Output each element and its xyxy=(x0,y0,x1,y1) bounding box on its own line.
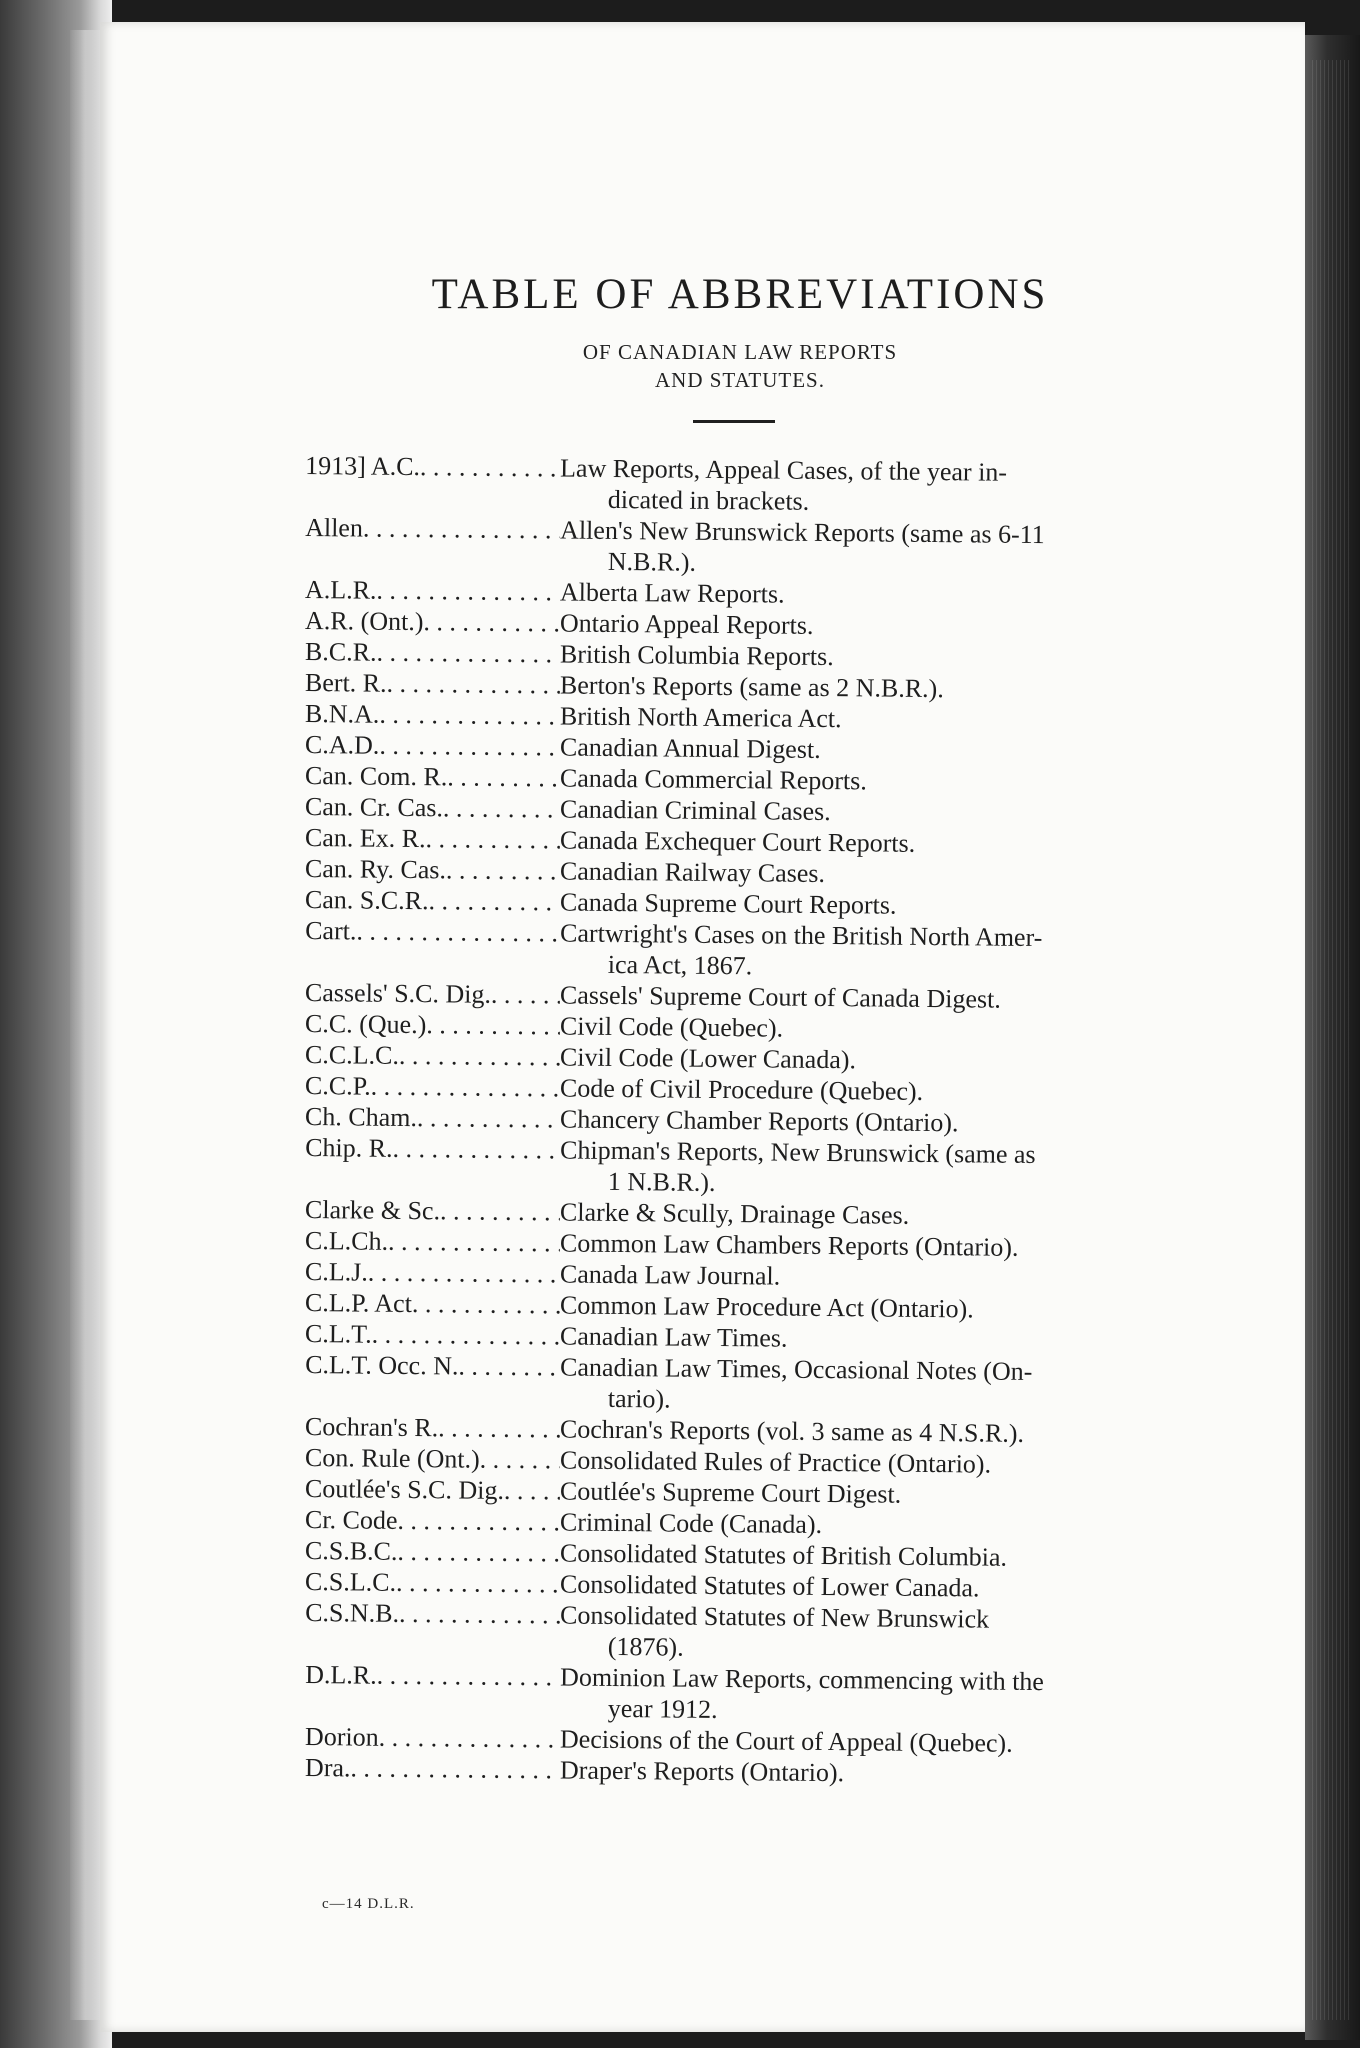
dot-leader xyxy=(443,792,560,824)
dot-leader xyxy=(399,1040,560,1073)
dot-leader xyxy=(425,823,560,855)
abbreviation-cell xyxy=(305,1008,560,1041)
abbreviation-cell xyxy=(305,1349,560,1382)
abbreviation-meaning: Common Law Chambers Reports (Ontario). xyxy=(559,1228,1019,1262)
abbreviation-term: Dorion xyxy=(304,1722,379,1752)
abbreviation-term: C.L.Ch. xyxy=(304,1226,389,1256)
abbreviation-meaning: Civil Code (Lower Canada). xyxy=(559,1042,857,1075)
abbreviation-cell xyxy=(305,1597,560,1630)
dot-leader xyxy=(363,513,561,546)
abbreviation-term: 1913] A.C. xyxy=(305,451,421,482)
dot-leader xyxy=(368,1257,560,1290)
signature-mark: c—14 D.L.R. xyxy=(322,1896,415,1912)
abbreviation-meaning: Code of Civil Procedure (Quebec). xyxy=(559,1073,924,1106)
abbreviation-meaning: Chipman's Reports, New Brunswick (same as xyxy=(559,1135,1036,1170)
abbreviation-term: Clarke & Sc. xyxy=(304,1195,441,1226)
abbreviation-meaning: Berton's Reports (same as 2 N.B.R.). xyxy=(559,670,944,704)
abbreviation-entry xyxy=(305,915,1166,985)
abbreviation-entry xyxy=(305,1597,1166,1667)
abbreviation-term: C.S.B.C. xyxy=(304,1536,398,1566)
abbreviation-cell xyxy=(305,1752,560,1785)
abbreviation-term: Cr. Code xyxy=(304,1505,398,1535)
abbreviation-cell xyxy=(305,450,560,483)
dot-leader xyxy=(428,885,560,917)
abbreviation-cell xyxy=(305,760,560,793)
abbreviation-term: A.R. (Ont.) xyxy=(304,606,424,637)
page-gutter-shadow xyxy=(70,30,100,2020)
dot-leader xyxy=(386,668,560,701)
abbreviation-cell xyxy=(305,1535,560,1568)
dot-leader xyxy=(388,1226,560,1259)
abbreviation-meaning: Canadian Criminal Cases. xyxy=(559,794,831,827)
dot-leader xyxy=(480,1444,561,1476)
abbreviation-term: Bert. R. xyxy=(304,668,387,698)
abbreviation-cell xyxy=(305,1070,560,1103)
abbreviation-meaning-continued: tario). xyxy=(607,1383,671,1414)
dot-leader xyxy=(447,761,560,793)
abbreviation-meaning: Canadian Annual Digest. xyxy=(559,732,821,764)
dot-leader xyxy=(379,1722,561,1755)
abbreviation-term: C.C.L.C. xyxy=(304,1040,400,1070)
abbreviation-entry xyxy=(305,1132,1166,1202)
abbreviation-meaning: Law Reports, Appeal Cases, of the year in- xyxy=(559,453,1008,487)
dot-leader xyxy=(426,1009,560,1041)
abbreviation-term: Dra. xyxy=(304,1753,351,1783)
abbreviation-cell xyxy=(305,729,560,762)
abbreviation-cell xyxy=(305,574,560,607)
abbreviation-term: C.S.N.B. xyxy=(305,1598,400,1628)
dot-leader xyxy=(504,1475,560,1507)
abbreviation-cell xyxy=(305,1287,560,1320)
abbreviation-cell xyxy=(305,1504,560,1537)
abbreviation-meaning: Cassels' Supreme Court of Canada Digest. xyxy=(559,980,1001,1014)
abbreviation-term: A.L.R. xyxy=(304,575,377,605)
abbreviation-cell xyxy=(305,1659,560,1692)
abbreviation-term: Cart. xyxy=(305,916,357,946)
abbreviation-term: C.L.T. xyxy=(304,1319,372,1349)
abbreviation-entry xyxy=(305,1349,1166,1419)
abbreviation-entry xyxy=(305,1659,1166,1729)
abbreviation-term: C.S.L.C. xyxy=(304,1567,397,1597)
title-divider xyxy=(693,420,775,423)
dot-leader xyxy=(371,1071,561,1104)
abbreviation-cell xyxy=(305,884,560,917)
abbreviation-meaning-continued: year 1912. xyxy=(607,1693,718,1724)
abbreviation-meaning: Canadian Law Times. xyxy=(559,1321,788,1353)
abbreviation-cell xyxy=(305,1411,560,1444)
page-subtitle-line-1: OF CANADIAN LAW REPORTS xyxy=(582,340,898,364)
abbreviation-meaning: Alberta Law Reports. xyxy=(559,577,785,609)
abbreviation-meaning: Canada Supreme Court Reports. xyxy=(559,887,897,920)
abbreviation-term: C.C. (Que.) xyxy=(304,1009,427,1040)
dot-leader xyxy=(420,451,560,483)
dot-leader xyxy=(399,1598,560,1631)
dot-leader xyxy=(379,730,560,763)
abbreviation-meaning: Criminal Code (Canada). xyxy=(559,1507,823,1539)
abbreviation-meaning: Common Law Procedure Act (Ontario). xyxy=(559,1290,974,1324)
dot-leader xyxy=(423,606,560,638)
abbreviation-cell xyxy=(305,1194,560,1227)
abbreviation-meaning: Consolidated Statutes of New Brunswick xyxy=(559,1600,990,1634)
abbreviation-meaning: Canada Law Journal. xyxy=(559,1259,781,1291)
abbreviation-meaning: Civil Code (Quebec). xyxy=(559,1011,784,1043)
abbreviation-cell xyxy=(305,1256,560,1289)
abbreviation-cell xyxy=(305,1473,560,1506)
abbreviation-term: D.L.R. xyxy=(305,1660,377,1690)
abbreviation-term: B.N.A. xyxy=(304,699,380,729)
abbreviation-term: Can. Ex. R. xyxy=(304,823,426,854)
dot-leader xyxy=(446,854,560,886)
abbreviation-cell xyxy=(305,1566,560,1599)
abbreviation-meaning: Decisions of the Court of Appeal (Quebec). xyxy=(559,1724,1013,1758)
abbreviation-cell xyxy=(305,1442,560,1475)
abbreviation-meaning: Canada Commercial Reports. xyxy=(559,763,867,796)
abbreviation-meaning: British Columbia Reports. xyxy=(559,639,834,672)
dot-leader xyxy=(438,1412,560,1444)
abbreviation-meaning: Canada Exchequer Court Reports. xyxy=(559,825,916,858)
abbreviation-term: Can. Com. R. xyxy=(304,761,448,792)
abbreviation-cell xyxy=(305,1132,560,1165)
abbreviation-meaning: Ontario Appeal Reports. xyxy=(559,608,814,640)
abbreviation-meaning-continued: N.B.R.). xyxy=(607,546,697,577)
abbreviation-entry xyxy=(305,512,1166,582)
page-title: TABLE OF ABBREVIATIONS xyxy=(431,271,1049,318)
abbreviation-meaning-continued: ica Act, 1867. xyxy=(607,949,753,981)
abbreviation-term: Cassels' S.C. Dig. xyxy=(304,978,492,1009)
abbreviation-cell xyxy=(305,512,560,545)
book-page xyxy=(100,22,1305,2032)
abbreviation-meaning: Allen's New Brunswick Reports (same as 6-11 xyxy=(559,515,1045,550)
abbreviation-term: Allen xyxy=(305,513,364,543)
abbreviation-meaning: Clarke & Scully, Drainage Cases. xyxy=(559,1197,910,1230)
abbreviation-meaning: Chancery Chamber Reports (Ontario). xyxy=(559,1104,959,1138)
abbreviation-term: C.C.P. xyxy=(304,1071,371,1101)
abbreviation-list xyxy=(304,450,1165,1788)
dot-leader xyxy=(396,1567,560,1600)
abbreviation-cell xyxy=(305,791,560,824)
dot-leader xyxy=(379,699,560,732)
abbreviation-cell xyxy=(305,1225,560,1258)
abbreviation-cell xyxy=(305,667,560,700)
abbreviation-meaning: British North America Act. xyxy=(559,701,842,734)
dot-leader xyxy=(376,575,560,608)
page-subtitle-line-2: AND STATUTES. xyxy=(655,368,825,392)
abbreviation-cell xyxy=(305,1318,560,1351)
abbreviation-term: C.L.T. Occ. N. xyxy=(305,1350,459,1381)
dot-leader xyxy=(397,1536,560,1569)
abbreviation-meaning: Cochran's Reports (vol. 3 same as 4 N.S.R.). xyxy=(559,1414,1025,1448)
abbreviation-term: Ch. Cham. xyxy=(304,1102,418,1133)
abbreviation-entry xyxy=(305,450,1166,520)
abbreviation-term: C.A.D. xyxy=(304,730,380,760)
dot-leader xyxy=(440,1195,560,1227)
abbreviation-term: Cochran's R. xyxy=(304,1412,439,1443)
abbreviation-cell xyxy=(305,1721,560,1754)
abbreviation-term: Con. Rule (Ont.) xyxy=(304,1443,480,1474)
abbreviation-term: C.L.J. xyxy=(304,1257,368,1287)
dot-leader xyxy=(458,1350,560,1382)
dot-leader xyxy=(376,1660,560,1693)
dot-leader xyxy=(376,637,560,670)
abbreviation-meaning: Dominion Law Reports, commencing with the xyxy=(559,1662,1045,1697)
abbreviation-term: Can. Ry. Cas. xyxy=(304,854,447,885)
dot-leader xyxy=(372,1319,561,1352)
abbreviation-cell xyxy=(305,1039,560,1072)
abbreviation-meaning: Cartwright's Cases on the British North Amer- xyxy=(559,918,1043,953)
dot-leader xyxy=(491,979,560,1011)
dot-leader xyxy=(412,1288,560,1320)
dot-leader xyxy=(397,1505,560,1538)
abbreviation-term: C.L.P. Act xyxy=(304,1288,413,1319)
dot-leader xyxy=(417,1102,560,1134)
abbreviation-meaning: Consolidated Statutes of British Columbia. xyxy=(559,1538,1008,1572)
abbreviation-term: Chip. R. xyxy=(305,1133,393,1163)
abbreviation-cell xyxy=(305,636,560,669)
abbreviation-term: B.C.R. xyxy=(304,637,377,667)
abbreviation-meaning: Canadian Railway Cases. xyxy=(559,856,826,888)
abbreviation-term: Can. S.C.R. xyxy=(304,885,429,916)
abbreviation-cell xyxy=(305,822,560,855)
abbreviation-meaning: Coutlée's Supreme Court Digest. xyxy=(559,1476,902,1509)
abbreviation-term: Can. Cr. Cas. xyxy=(304,792,444,823)
abbreviation-cell xyxy=(305,605,560,638)
abbreviation-meaning: Canadian Law Times, Occasional Notes (On- xyxy=(559,1352,1033,1386)
abbreviation-cell xyxy=(305,1101,560,1134)
abbreviation-term: Coutlée's S.C. Dig. xyxy=(304,1474,505,1505)
abbreviation-cell xyxy=(305,977,560,1010)
abbreviation-meaning: Draper's Reports (Ontario). xyxy=(559,1755,845,1788)
abbreviation-meaning: Consolidated Rules of Practice (Ontario). xyxy=(559,1445,992,1479)
abbreviation-cell xyxy=(305,853,560,886)
dot-leader xyxy=(356,915,560,948)
abbreviation-meaning: Consolidated Statutes of Lower Canada. xyxy=(559,1569,980,1603)
abbreviation-meaning-continued: dicated in brackets. xyxy=(607,484,810,516)
dot-leader xyxy=(350,1752,560,1785)
abbreviation-meaning-continued: 1 N.B.R.). xyxy=(607,1166,716,1197)
abbreviation-cell xyxy=(305,915,560,948)
dot-leader xyxy=(392,1133,560,1166)
abbreviation-cell xyxy=(305,698,560,731)
abbreviation-meaning-continued: (1876). xyxy=(607,1631,684,1662)
